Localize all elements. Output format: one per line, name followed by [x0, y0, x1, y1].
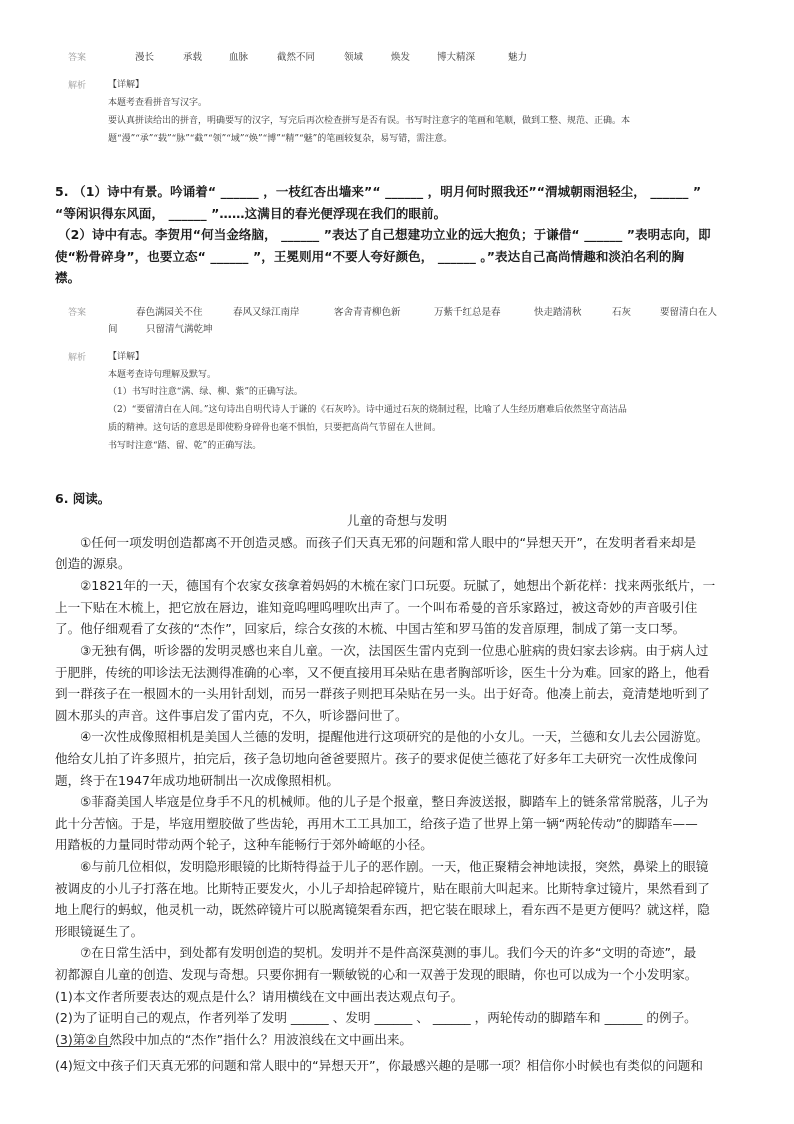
passage-line: 被调皮的小儿子打落在地。比斯特正要发火，小儿子却拾起碎镜片，贴在眼前大叫起来。比斯特拿过镜片，果然看到了 [55, 881, 710, 896]
answer-underline [57, 1046, 111, 1047]
passage-line: 初都源自儿童的创造、发现与奇想。只要你拥有一颗敏锐的心和一双善于发现的眼睛，你也可以成为一个小发明家。 [55, 967, 698, 982]
analysis-line: 本题考查看拼音写汉字。 [108, 98, 208, 108]
passage-line: 题，终于在1947年成功地研制出一次成像照相机。 [55, 773, 339, 788]
analysis-line: 书写时注意“踏、留、乾”的正确写法。 [108, 441, 262, 451]
passage-line: 上一下贴在木梳上，把它放在唇边，谁知竟呜哩呜哩吹出声了。一个叫布希曼的音乐家路过，被这奇妙的声音吸引住 [55, 600, 698, 615]
answer-item: 焕发 [391, 52, 411, 63]
passage-line: 他给女儿拍了许多照片，拍完后，孩子急切地向爸爸要照片。孩子的要求促使兰德花了好多年工夫研究一次性成像问 [55, 751, 698, 766]
answer-item: 间 [108, 324, 118, 335]
passage-line: ④一次性成像照相机是美国人兰德的发明，提醒他进行这项研究的是他的小女儿。一天，兰德和女儿去公园游览。 [80, 729, 709, 744]
answer-item: 魅力 [508, 52, 528, 63]
passage-line: 到一群孩子在一根圆木的一头用针刮划，而另一群孩子则把耳朵贴在另一头。出于好奇。他凑上前去，竟清楚地听到了 [55, 686, 710, 701]
detail-tag: 【详解】 [108, 352, 145, 362]
question-5-line: 使“粉骨碎身”，也要立态“ ______ ”，王冕则用“不要人夸好颜色， ______ 。”表达自己高尚情趣和淡泊名利的胸 [55, 249, 685, 264]
sub-question: (3)第②自然段中加点的“杰作”指什么？用波浪线在文中画出来。 [55, 1032, 413, 1047]
question-5-line: 5. （1）诗中有景。吟诵着“ ______ ，一枝红杏出墙来”“ ______ ，明月何时照我还”“渭城朝雨浥轻尘， ______ ” [55, 184, 702, 199]
analysis-line: （1）书写时注意“满、绿、柳、紫”的正确写法。 [108, 387, 303, 397]
passage-line: 圆木那头的声音。这件事启发了雷内克，不久，听诊器问世了。 [55, 708, 408, 723]
sub-question: (4)短文中孩子们天真无邪的问题和常人眼中的“异想天开”，你最感兴趣的是哪一项？相信你小时候也有类似的问题和 [55, 1058, 703, 1073]
passage-line: 了。他仔细观看了女孩的“杰作”，回家后，综合女孩的木梳、中国古笙和罗马笛的发音原理，制成了第一支口琴。 [55, 621, 686, 636]
answer-item: 只留清气满乾坤 [146, 324, 213, 335]
passage-line: ⑥与前几位相似，发明隐形眼镜的比斯特得益于儿子的恶作剧。一天，他正聚精会神地读报，突然，鼻梁上的眼镜 [80, 859, 709, 874]
answer-item: 承载 [183, 52, 203, 63]
answer-label: 答案 [68, 308, 87, 318]
answer-item: 客舍青青柳色新 [334, 307, 401, 318]
question-6-heading: 6. 阅读。 [55, 491, 111, 506]
passage-line: 于肥胖，传统的叩诊法无法测得准确的心率，又不便直接用耳朵贴在患者胸部听诊，医生十分为难。回家的路上，他看 [55, 665, 710, 680]
passage-line: 形眼镜诞生了。 [55, 924, 144, 939]
passage-title: 儿童的奇想与发明 [346, 513, 447, 528]
analysis-line: 要认真拼读给出的拼音，明确要写的汉字，写完后再次检查拼写是否有误。书写时注意字的笔画和笔顺，做到工整、规范、正确。本 [108, 116, 631, 126]
answer-item: 万紫千红总是春 [434, 307, 501, 318]
analysis-line: 题“漫”“承”“载”“脉”“截”“领”“域”“焕”“博”“精”“魅”的笔画较复杂，易写错，需注意。 [108, 134, 453, 144]
answer-item: 春色满园关不住 [136, 307, 203, 318]
answer-item: 血脉 [229, 52, 249, 63]
sub-question: (2)为了证明自己的观点，作者列举了发明 ______ 、发明 ______ 、 ______ ，两轮传动的脚踏车和 ______ 的例子。 [55, 1010, 697, 1025]
passage-line: ⑦在日常生活中，到处都有发明创造的契机。发明并不是件高深莫测的事儿。我们今天的许多“文明的奇迹”，最 [80, 945, 697, 960]
answer-item: 要留清白在人 [660, 307, 718, 318]
analysis-line: 本题考查诗句理解及默写。 [108, 370, 217, 380]
dotted-word: 杰作 [200, 621, 226, 636]
answer-item: 石灰 [612, 307, 632, 318]
passage-line: ③无独有偶，听诊器的发明灵感也来自儿童。一次，法国医生雷内克到一位患心脏病的贵妇家去诊病。由于病人过 [80, 643, 709, 658]
question-5-line: “等闲识得东风面， ______ ”……这满目的春光便浮现在我们的眼前。 [55, 206, 447, 221]
passage-line: ⑤菲裔美国人毕寇是位身手不凡的机械师。他的儿子是个报童，整日奔波送报，脚踏车上的链条常常脱落，儿子为 [80, 794, 709, 809]
answer-label: 答案 [68, 53, 87, 63]
passage-line: 此十分苦恼。于是，毕寇用塑胶做了些齿轮，再用木工工具加工，给孩子造了世界上第一辆“两轮传动”的脚踏车—— [55, 816, 698, 831]
analysis-line: 质的精神。这句话的意思是即使粉身碎骨也毫不惧怕，只要把高尚气节留在人世间。 [108, 423, 442, 433]
answer-item: 漫长 [135, 52, 155, 63]
analysis-line: （2）“要留清白在人间。”这句诗出自明代诗人于谦的《石灰吟》。诗中通过石灰的烧制过程，比喻了人生经历磨难后依然坚守高洁品 [108, 405, 627, 415]
question-5-line: （2）诗中有志。李贺用“何当金络脑， ______ ”表达了自己想建功立业的远大抱负；于谦借“ ______ ”表明志向，即 [58, 227, 711, 242]
passage-line: ②1821年的一天，德国有个农家女孩拿着妈妈的木梳在家门口玩耍。玩腻了，她想出个新花样：找来两张纸片，一 [80, 578, 716, 593]
analysis-label: 解析 [68, 353, 87, 363]
answer-item: 截然不同 [277, 52, 316, 63]
answer-item: 春风又绿江南岸 [233, 307, 300, 318]
question-5-line: 襟。 [55, 270, 81, 285]
passage-line: 用踏板的力量同时带动两个轮子，这种车能畅行于郊外崎岖的小径。 [55, 837, 433, 852]
passage-line: ①任何一项发明创造都离不开创造灵感。而孩子们天真无邪的问题和常人眼中的“异想天开”，在发明者看来却是 [80, 535, 697, 550]
answer-item: 博大精深 [437, 52, 476, 63]
detail-tag: 【详解】 [108, 80, 145, 90]
analysis-label: 解析 [68, 81, 87, 91]
answer-item: 领域 [344, 52, 364, 63]
passage-line: 地上爬行的蚂蚁，他灵机一动，既然碎镜片可以脱离镜架看东西，把它装在眼球上，看东西不是更方便吗？就这样，隐 [55, 902, 710, 917]
answer-item: 快走踏清秋 [534, 307, 582, 318]
sub-question: (1)本文作者所要表达的观点是什么？请用横线在文中画出表达观点句子。 [55, 989, 464, 1004]
passage-line: 创造的源泉。 [55, 556, 131, 571]
